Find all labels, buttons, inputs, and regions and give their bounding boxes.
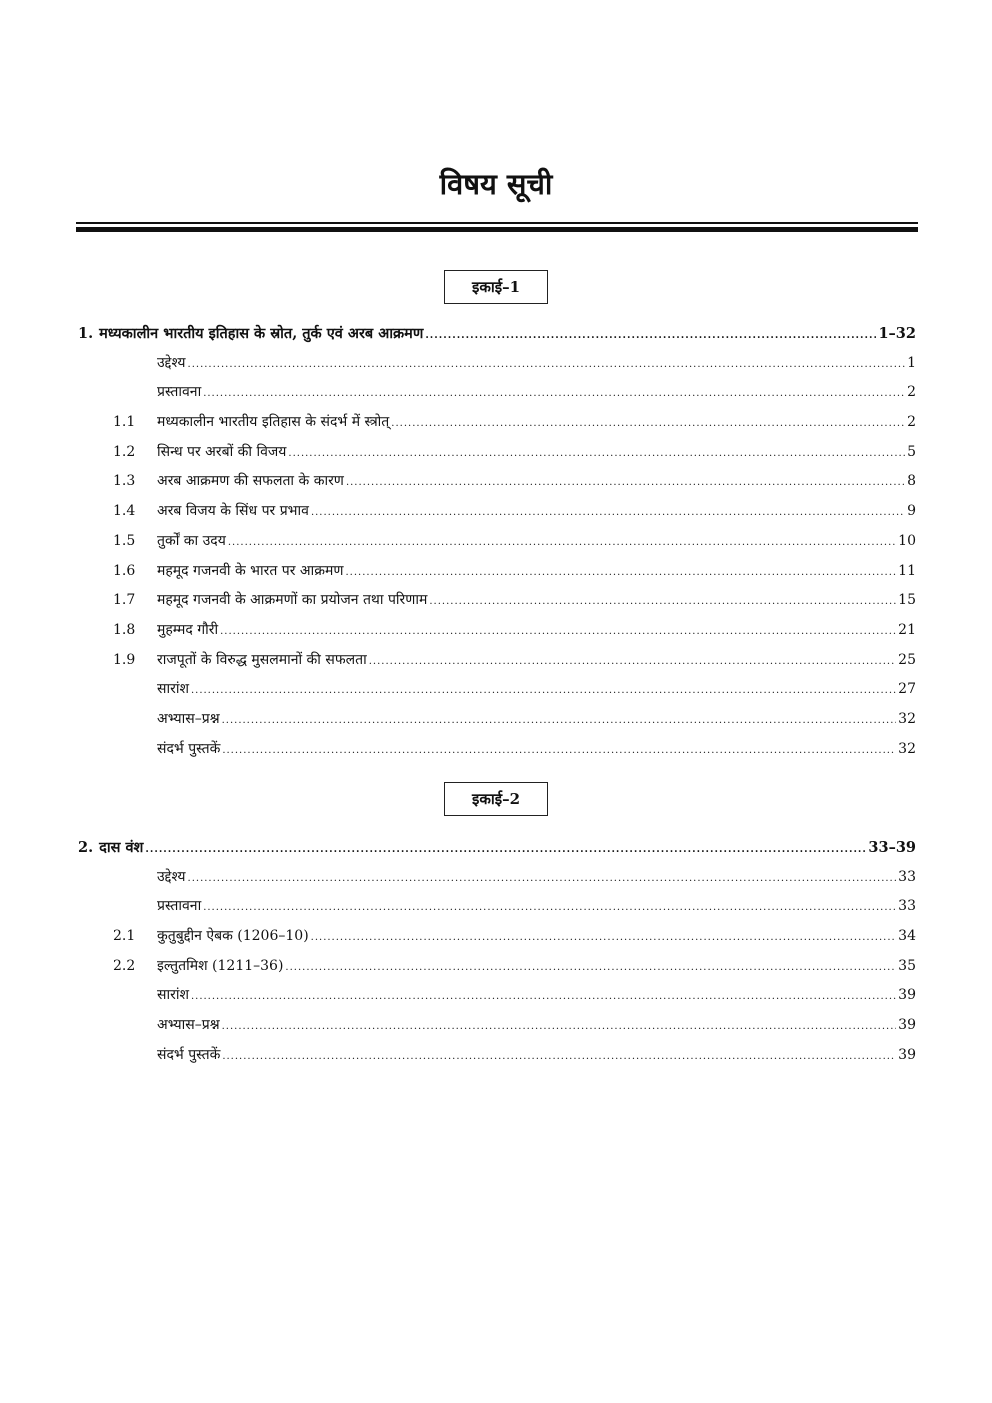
toc-entry[interactable] bbox=[76, 675, 916, 705]
unit-1-contents bbox=[76, 319, 916, 764]
entry-title: प्रस्तावना bbox=[157, 384, 202, 401]
entry-page: 35 bbox=[898, 957, 916, 974]
dot-leader bbox=[188, 350, 906, 380]
dot-leader bbox=[203, 893, 896, 923]
entry-title: प्रस्तावना bbox=[157, 898, 202, 915]
dot-leader bbox=[228, 528, 896, 558]
entry-page: 11 bbox=[898, 562, 916, 579]
title-rule-thin bbox=[76, 222, 918, 224]
entry-title: अरब आक्रमण की सफलता के कारण bbox=[157, 473, 344, 490]
toc-entry[interactable] bbox=[76, 408, 916, 438]
toc-entry[interactable] bbox=[76, 705, 916, 735]
toc-entry[interactable] bbox=[76, 527, 916, 557]
entry-title: अभ्यास–प्रश्न bbox=[157, 710, 220, 727]
toc-entry[interactable] bbox=[76, 378, 916, 408]
toc-entry[interactable] bbox=[76, 922, 916, 952]
entry-title: उद्देश्य bbox=[157, 354, 186, 371]
dot-leader bbox=[425, 321, 876, 351]
entry-title: महमूद गजनवी के आक्रमणों का प्रयोजन तथा परिणाम bbox=[157, 592, 428, 609]
entry-page: 32 bbox=[898, 710, 916, 727]
entry-page: 32 bbox=[898, 740, 916, 757]
entry-number: 2.2 bbox=[113, 957, 136, 974]
entry-title: महमूद गजनवी के भारत पर आक्रमण bbox=[157, 562, 344, 579]
entry-title: दास वंश bbox=[99, 839, 144, 856]
entry-title: अरब विजय के सिंध पर प्रभाव bbox=[157, 503, 309, 520]
toc-entry[interactable] bbox=[76, 892, 916, 922]
entry-title: राजपूतों के विरुद्ध मुसलमानों की सफलता bbox=[157, 651, 367, 668]
entry-title: सारांश bbox=[157, 681, 189, 698]
dot-leader bbox=[188, 864, 897, 894]
dot-leader bbox=[311, 498, 905, 528]
dot-leader bbox=[222, 1012, 897, 1042]
dot-leader bbox=[285, 953, 896, 983]
entry-number: 1.4 bbox=[113, 503, 136, 520]
entry-page: 2 bbox=[907, 414, 916, 431]
entry-title: संदर्भ पुस्तकें bbox=[157, 740, 221, 757]
entry-page: 21 bbox=[898, 621, 916, 638]
entry-page: 25 bbox=[898, 651, 916, 668]
title-rule-thick bbox=[76, 227, 918, 232]
entry-number: 1.3 bbox=[113, 473, 136, 490]
toc-entry[interactable] bbox=[76, 1041, 916, 1071]
entry-number: 1.2 bbox=[113, 443, 136, 460]
entry-page: 10 bbox=[898, 532, 916, 549]
dot-leader bbox=[222, 706, 897, 736]
entry-title: मध्यकालीन भारतीय इतिहास के स्रोत, तुर्क एवं अरब आक्रमण bbox=[99, 325, 424, 342]
entry-title: सारांश bbox=[157, 987, 189, 1004]
entry-number: 1.7 bbox=[113, 592, 136, 609]
dot-leader bbox=[220, 617, 896, 647]
entry-title: उद्देश्य bbox=[157, 868, 186, 885]
dot-leader bbox=[391, 409, 905, 439]
entry-number: 2.1 bbox=[113, 928, 136, 945]
unit-1-heading: इकाई–1 bbox=[444, 270, 548, 304]
entry-number: 1.6 bbox=[113, 562, 136, 579]
unit-2-heading: इकाई–2 bbox=[444, 782, 548, 816]
toc-entry[interactable] bbox=[76, 438, 916, 468]
dot-leader bbox=[345, 558, 896, 588]
entry-number: 1.1 bbox=[113, 414, 136, 431]
entry-page: 34 bbox=[898, 928, 916, 945]
entry-number: 1.5 bbox=[113, 532, 136, 549]
entry-page: 33–39 bbox=[868, 839, 916, 856]
entry-title: अभ्यास–प्रश्न bbox=[157, 1017, 220, 1034]
entry-title: संदर्भ पुस्तकें bbox=[157, 1046, 221, 1063]
toc-entry[interactable] bbox=[76, 586, 916, 616]
toc-entry[interactable] bbox=[76, 557, 916, 587]
dot-leader bbox=[145, 835, 866, 865]
entry-page: 8 bbox=[907, 473, 916, 490]
entry-title: सिन्ध पर अरबों की विजय bbox=[157, 443, 287, 460]
unit-2-contents bbox=[76, 833, 916, 1071]
entry-page: 9 bbox=[907, 503, 916, 520]
entry-number: 2. bbox=[78, 839, 94, 856]
entry-number: 1. bbox=[78, 325, 94, 342]
entry-title: मुहम्मद गौरी bbox=[157, 621, 219, 638]
dot-leader bbox=[203, 379, 905, 409]
entry-page: 33 bbox=[898, 898, 916, 915]
toc-entry[interactable] bbox=[76, 467, 916, 497]
toc-entry[interactable] bbox=[76, 349, 916, 379]
dot-leader bbox=[222, 736, 896, 766]
entry-page: 15 bbox=[898, 592, 916, 609]
dot-leader bbox=[191, 982, 896, 1012]
toc-entry[interactable] bbox=[76, 981, 916, 1011]
dot-leader bbox=[191, 676, 896, 706]
entry-page: 2 bbox=[907, 384, 916, 401]
toc-entry[interactable] bbox=[76, 646, 916, 676]
entry-number: 1.8 bbox=[113, 621, 136, 638]
entry-page: 1 bbox=[907, 354, 916, 371]
entry-title: कुतुबुद्दीन ऐबक (1206–10) bbox=[157, 928, 309, 945]
entry-title: तुर्कों का उदय bbox=[157, 532, 226, 549]
entry-page: 39 bbox=[898, 1046, 916, 1063]
dot-leader bbox=[369, 647, 896, 677]
dot-leader bbox=[311, 923, 897, 953]
toc-entry[interactable] bbox=[76, 1011, 916, 1041]
toc-entry[interactable] bbox=[76, 616, 916, 646]
chapter-entry[interactable] bbox=[76, 319, 916, 349]
entry-page: 33 bbox=[898, 868, 916, 885]
toc-entry[interactable] bbox=[76, 863, 916, 893]
dot-leader bbox=[346, 468, 905, 498]
dot-leader bbox=[222, 1042, 896, 1072]
dot-leader bbox=[429, 587, 896, 617]
toc-entry[interactable] bbox=[76, 952, 916, 982]
entry-page: 39 bbox=[898, 987, 916, 1004]
entry-title: इल्तुतमिश (1211–36) bbox=[157, 957, 284, 974]
entry-title: मध्यकालीन भारतीय इतिहास के संदर्भ में स्त्रोत् bbox=[157, 414, 390, 431]
dot-leader bbox=[288, 439, 905, 469]
entry-page: 1–32 bbox=[878, 325, 916, 342]
page-title: विषय सूची bbox=[439, 167, 553, 201]
entry-page: 5 bbox=[907, 443, 916, 460]
toc-entry[interactable] bbox=[76, 735, 916, 765]
toc-entry[interactable] bbox=[76, 497, 916, 527]
entry-page: 39 bbox=[898, 1017, 916, 1034]
chapter-entry[interactable] bbox=[76, 833, 916, 863]
entry-number: 1.9 bbox=[113, 651, 136, 668]
entry-page: 27 bbox=[898, 681, 916, 698]
